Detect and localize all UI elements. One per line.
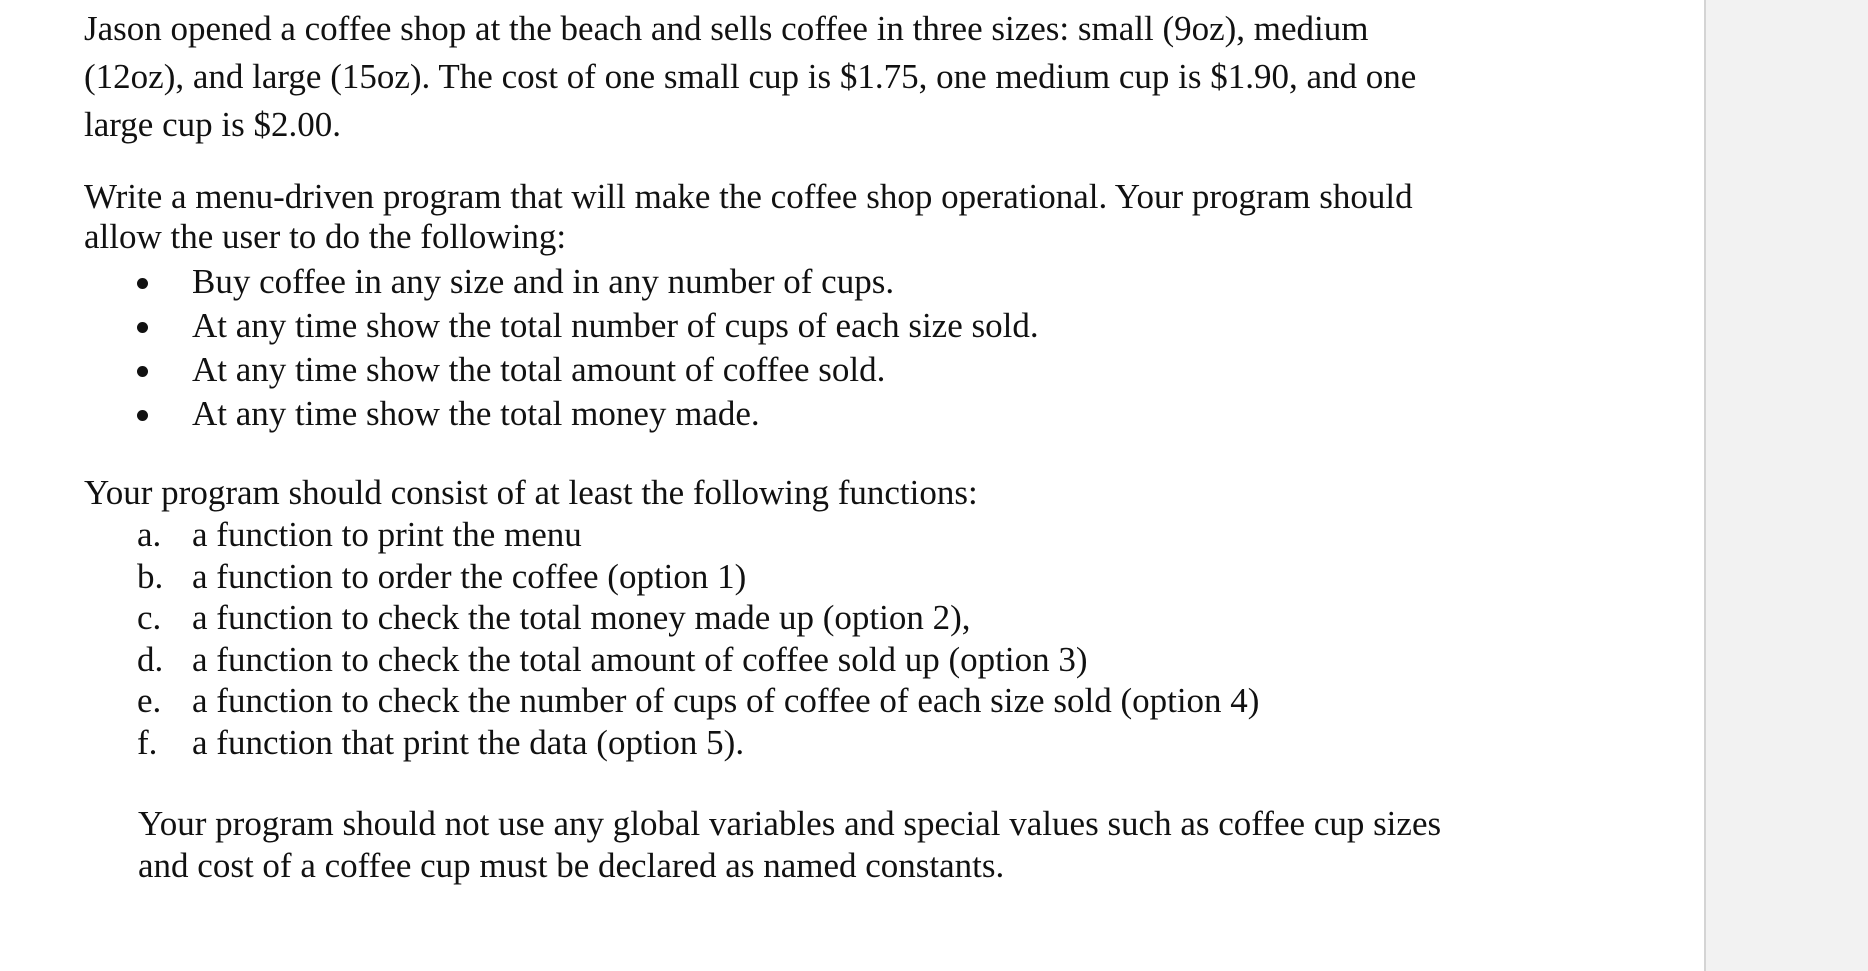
- requirement-text: At any time show the total number of cups of each size sold.: [192, 306, 1039, 345]
- function-text: a function that print the data (option 5).: [192, 722, 745, 762]
- document-content: [84, 5, 1484, 887]
- function-item: [84, 556, 1484, 598]
- requirement-item: [84, 392, 1484, 436]
- function-item: [84, 680, 1484, 722]
- constraint-paragraph: [138, 803, 1484, 887]
- intro-line: (12oz), and large (15oz). The cost of one small cup is $1.75, one medium cup is $1.90, and one: [84, 57, 1417, 96]
- function-text: a function to check the total amount of coffee sold up (option 3): [192, 639, 1088, 679]
- function-letter: b.: [137, 556, 164, 596]
- side-panel: [1704, 0, 1868, 971]
- function-letter: f.: [137, 722, 158, 762]
- requirement-item: [84, 304, 1484, 348]
- function-text: a function to print the menu: [192, 515, 582, 554]
- task-line: allow the user to do the following:: [84, 217, 567, 256]
- bullet-icon: [137, 366, 148, 377]
- function-text: a function to check the total money made up (option 2),: [192, 598, 971, 637]
- task-line: Write a menu-driven program that will make the coffee shop operational. Your program should: [84, 177, 1413, 216]
- bullet-icon: [137, 278, 148, 289]
- function-item: [84, 514, 1484, 556]
- function-text: a function to order the coffee (option 1): [192, 556, 747, 596]
- function-item: [84, 639, 1484, 681]
- requirement-text: At any time show the total amount of coffee sold.: [192, 350, 886, 389]
- requirement-text: Buy coffee in any size and in any number of cups.: [192, 262, 895, 301]
- function-item: [84, 597, 1484, 639]
- intro-line: Jason opened a coffee shop at the beach and sells coffee in three sizes: small (9oz), medium: [84, 9, 1369, 48]
- intro-paragraph: [84, 5, 1484, 149]
- function-letter: c.: [137, 598, 162, 637]
- task-paragraph: [84, 177, 1484, 257]
- function-letter: e.: [137, 681, 162, 720]
- functions-list: [84, 514, 1484, 763]
- intro-line: large cup is $2.00.: [84, 105, 341, 144]
- constraint-line: Your program should not use any global variables and special values such as coffee cup sizes: [138, 804, 1442, 843]
- requirements-list: [84, 260, 1484, 436]
- bullet-icon: [137, 322, 148, 333]
- bullet-icon: [137, 410, 148, 421]
- function-item: [84, 722, 1484, 764]
- requirement-item: [84, 348, 1484, 392]
- function-text: a function to check the number of cups of coffee of each size sold (option 4): [192, 681, 1260, 720]
- function-letter: d.: [137, 639, 164, 679]
- requirement-text: At any time show the total money made.: [192, 394, 760, 433]
- requirement-item: [84, 260, 1484, 304]
- function-letter: a.: [137, 515, 162, 554]
- constraint-line: and cost of a coffee cup must be declared as named constants.: [138, 846, 1005, 885]
- functions-intro: Your program should consist of at least the following functions:: [84, 473, 978, 512]
